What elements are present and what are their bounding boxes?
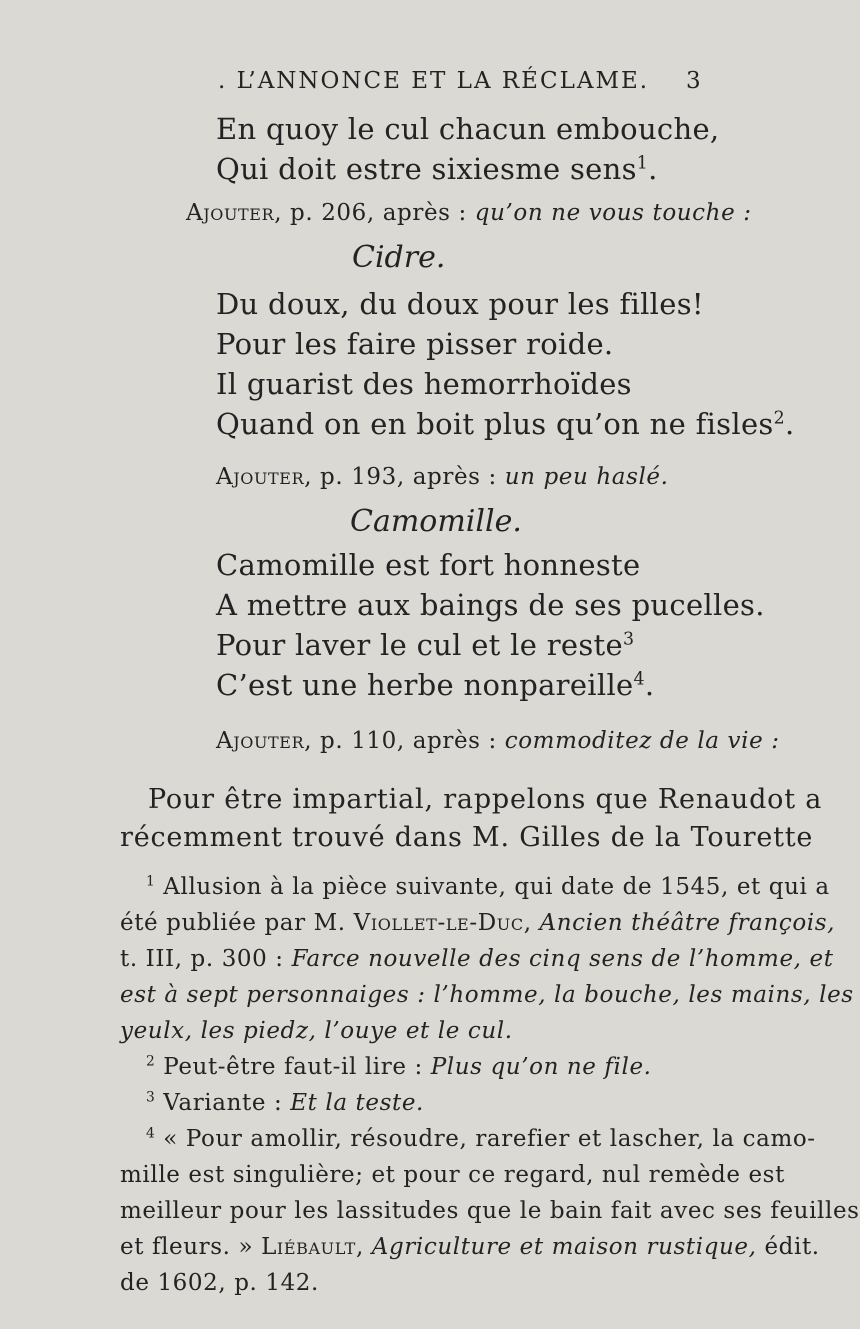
footnote-1-line: t. III, p. 300 : Farce nouvelle des cinq sens de l’homme, et xyxy=(120,946,834,972)
verse-line: C’est une herbe nonpareille$^4$. xyxy=(216,668,655,702)
footnote-4-line: meilleur pour les lassitudes que le bain fait avec ses feuilles xyxy=(120,1198,860,1224)
verse-line: Camomille est fort honneste xyxy=(216,548,641,582)
section-heading: Cidre. xyxy=(352,240,446,275)
footnote-ref: 1 xyxy=(636,153,649,174)
verse-line: Quand on en boit plus qu’on ne fisles$^2$. xyxy=(216,407,795,441)
footnote-ref: 4 xyxy=(633,669,645,690)
verse-line: Pour les faire pisser roide. xyxy=(216,327,614,361)
verse-line: Pour laver le cul et le reste$^3$ xyxy=(216,628,635,662)
footnote-1-line: été publiée par M. Viollet-le-Duc, Ancien théâtre françois, xyxy=(120,910,836,936)
running-header-title: . L’ANNONCE ET LA RÉCLAME. xyxy=(218,68,650,94)
ajouter-instruction: Ajouter, p. 206, après : qu’on ne vous touche : xyxy=(186,200,752,226)
verse-line: Il guarist des hemorrhoïdes xyxy=(216,367,632,401)
verse-line: Qui doit estre sixiesme sens$^1$. xyxy=(216,152,658,186)
footnote-4-line: de 1602, p. 142. xyxy=(120,1270,319,1296)
verse-line: En quoy le cul chacun embouche, xyxy=(216,112,720,146)
page-number: 3 xyxy=(686,68,703,94)
footnote-4: $^4$ « Pour amollir, résoudre, rarefier et lascher, la camo- xyxy=(146,1125,816,1152)
ajouter-instruction: Ajouter, p. 193, après : un peu haslé. xyxy=(216,464,669,490)
paragraph-line: récemment trouvé dans M. Gilles de la Tourette xyxy=(120,822,814,853)
paragraph-line: Pour être impartial, rappelons que Renaudot a xyxy=(148,784,823,815)
footnote-2: $^2$ Peut-être faut-il lire : Plus qu’on ne file. xyxy=(146,1053,652,1080)
footnote-3: $^3$ Variante : Et la teste. xyxy=(146,1089,424,1116)
footnote-4-line: mille est singulière; et pour ce regard, nul remède est xyxy=(120,1162,785,1188)
section-heading: Camomille. xyxy=(350,504,522,539)
footnote-ref: 3 xyxy=(622,629,635,650)
verse-line: A mettre aux baings de ses pucelles. xyxy=(216,588,765,622)
ajouter-instruction: Ajouter, p. 110, après : commoditez de la vie : xyxy=(216,728,780,754)
footnote-1-line: est à sept personnaiges : l’homme, la bouche, les mains, les xyxy=(120,982,854,1008)
footnote-1-line: yeulx, les piedz, l’ouye et le cul. xyxy=(120,1018,513,1044)
footnote-4-line: et fleurs. » Liébault, Agriculture et maison rustique, édit. xyxy=(120,1234,820,1260)
footnote-1: $^1$ Allusion à la pièce suivante, qui date de 1545, et qui a xyxy=(146,873,830,900)
verse-line: Du doux, du doux pour les filles! xyxy=(216,287,704,321)
footnote-ref: 2 xyxy=(773,408,785,429)
